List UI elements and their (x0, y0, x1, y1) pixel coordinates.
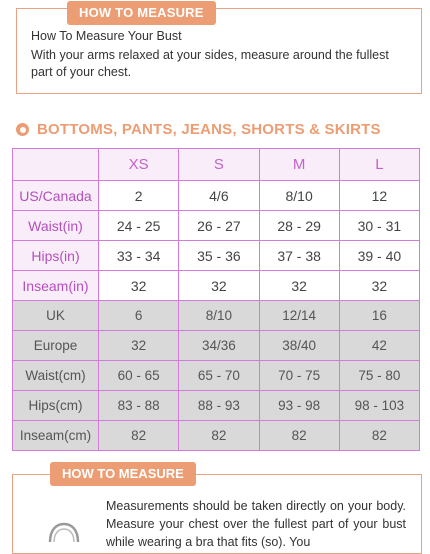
measurement-guidelines-text: Measurements should be taken directly on your body. Measure your chest over the fullest part of your bust while wearing a bra that fits (so). You (106, 499, 406, 549)
intl-size-cell: 42 (339, 331, 419, 361)
us-size-cell: 12 (339, 181, 419, 211)
how-to-measure-label: HOW TO MEASURE (67, 1, 216, 25)
intl-size-cell: 82 (339, 421, 419, 451)
intl-size-cell: 32 (99, 331, 179, 361)
intl-size-cell: 93 - 98 (259, 391, 339, 421)
intl-size-cell: 98 - 103 (339, 391, 419, 421)
size-header-label-cell (13, 149, 99, 181)
intl-size-label-cell: Hips(cm) (13, 391, 99, 421)
intl-size-cell: 34/36 (179, 331, 259, 361)
us-size-cell: 33 - 34 (99, 241, 179, 271)
circle-bullet-icon (16, 123, 29, 136)
intl-size-cell: 60 - 65 (99, 361, 179, 391)
us-size-cell: 32 (179, 271, 259, 301)
intl-size-cell: 83 - 88 (99, 391, 179, 421)
intl-size-cell: 70 - 75 (259, 361, 339, 391)
us-size-cell: 32 (259, 271, 339, 301)
measure-title: How To Measure Your Bust (31, 29, 182, 43)
us-size-cell: 24 - 25 (99, 211, 179, 241)
intl-size-cell: 12/14 (259, 301, 339, 331)
intl-size-cell: 88 - 93 (179, 391, 259, 421)
measure-instructions: With your arms relaxed at your sides, measure around the fullest part of your chest. (31, 48, 389, 79)
us-size-row (13, 181, 420, 211)
intl-size-cell: 82 (99, 421, 179, 451)
body-figure-icon (40, 512, 90, 542)
intl-size-cell: 75 - 80 (339, 361, 419, 391)
intl-size-cell: 82 (259, 421, 339, 451)
us-size-label-cell: Hips(in) (13, 241, 99, 271)
us-size-label-cell: Inseam(in) (13, 271, 99, 301)
us-size-row (13, 271, 420, 301)
intl-size-label-cell: UK (13, 301, 99, 331)
size-header-cell: M (259, 149, 339, 181)
how-to-measure-label-bottom: HOW TO MEASURE (50, 462, 196, 486)
us-size-cell: 4/6 (179, 181, 259, 211)
us-size-cell: 26 - 27 (179, 211, 259, 241)
us-size-cell: 39 - 40 (339, 241, 419, 271)
us-size-row (13, 211, 420, 241)
us-size-cell: 2 (99, 181, 179, 211)
us-size-cell: 30 - 31 (339, 211, 419, 241)
intl-size-row (13, 391, 420, 421)
intl-size-cell: 16 (339, 301, 419, 331)
us-size-cell: 32 (339, 271, 419, 301)
intl-size-label-cell: Inseam(cm) (13, 421, 99, 451)
section-title: BOTTOMS, PANTS, JEANS, SHORTS & SKIRTS (37, 121, 381, 138)
intl-size-cell: 8/10 (179, 301, 259, 331)
intl-size-cell: 82 (179, 421, 259, 451)
us-size-cell: 35 - 36 (179, 241, 259, 271)
size-header-cell: S (179, 149, 259, 181)
size-header-row (13, 149, 420, 181)
intl-size-row (13, 361, 420, 391)
us-size-cell: 37 - 38 (259, 241, 339, 271)
us-size-cell: 32 (99, 271, 179, 301)
intl-size-label-cell: Waist(cm) (13, 361, 99, 391)
us-size-label-cell: Waist(in) (13, 211, 99, 241)
size-chart-table (12, 148, 420, 451)
intl-size-cell: 65 - 70 (179, 361, 259, 391)
intl-size-label-cell: Europe (13, 331, 99, 361)
intl-size-row (13, 301, 420, 331)
intl-size-cell: 38/40 (259, 331, 339, 361)
us-size-cell: 8/10 (259, 181, 339, 211)
intl-size-cell: 6 (99, 301, 179, 331)
section-heading (16, 121, 381, 138)
us-size-row (13, 241, 420, 271)
how-to-measure-bust-box (16, 5, 422, 94)
us-size-cell: 28 - 29 (259, 211, 339, 241)
intl-size-row (13, 421, 420, 451)
intl-size-row (13, 331, 420, 361)
size-header-cell: XS (99, 149, 179, 181)
size-header-cell: L (339, 149, 419, 181)
us-size-label-cell: US/Canada (13, 181, 99, 211)
